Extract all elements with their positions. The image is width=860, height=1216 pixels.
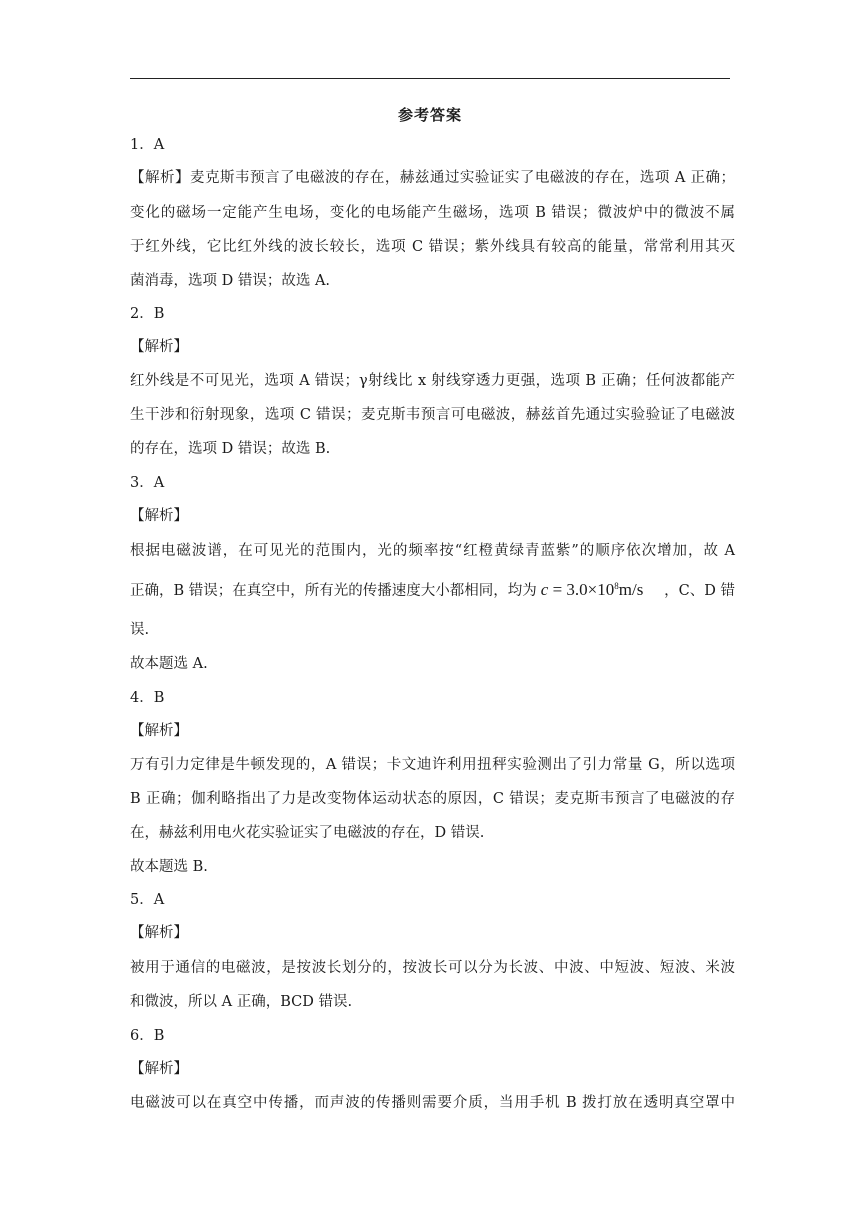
header-rule <box>130 78 730 79</box>
text-line: 【解析】 <box>130 723 188 739</box>
text-line: 2．B <box>130 306 165 322</box>
text-line: 于红外线，它比红外线的波长较长，选项 C 错误；紫外线具有较高的能量，常常利用其灭 <box>130 239 735 255</box>
text-line: 【解析】 <box>130 339 188 355</box>
text-line: 4．B <box>130 690 165 706</box>
text-line: B 正确；伽利略指出了力是改变物体运动状态的原因，C 错误；麦克斯韦预言了电磁波的存 <box>130 791 735 807</box>
text-line: 故本题选 B. <box>130 859 208 875</box>
formula-line <box>130 581 735 600</box>
text-line: 【解析】 <box>130 508 188 524</box>
text-line: 电磁波可以在真空中传播，而声波的传播则需要介质，当用手机 B 拨打放在透明真空罩中 <box>130 1095 735 1111</box>
page-title: 参考答案 <box>397 106 462 124</box>
formula-line-before: 正确，B 错误；在真空中，所有光的传播速度大小都相同，均为 <box>130 583 537 599</box>
text-line: 菌消毒，选项 D 错误；故选 A. <box>130 273 331 289</box>
text-line: 【解析】 <box>130 925 188 941</box>
text-line: 【解析】麦克斯韦预言了电磁波的存在，赫兹通过实验证实了电磁波的存在，选项 A 正确； <box>130 170 735 186</box>
text-line: 5．A <box>130 892 165 908</box>
text-line: 故本题选 A. <box>130 656 208 672</box>
text-line: 【解析】 <box>130 1061 188 1077</box>
text-line: 生干涉和衍射现象，选项 C 错误；麦克斯韦预言可电磁波，赫兹首先通过实验验证了电磁波 <box>130 407 735 423</box>
text-line: 1．A <box>130 137 165 153</box>
text-line: 变化的磁场一定能产生电场，变化的电场能产生磁场，选项 B 错误；微波炉中的微波不属 <box>130 205 735 221</box>
text-line: 被用于通信的电磁波，是按波长划分的，按波长可以分为长波、中波、中短波、短波、米波 <box>130 960 735 976</box>
speed-of-light-formula: $c = 3.0\times 10^8m/s$ <box>540 580 644 599</box>
text-line: 和微波，所以 A 正确，BCD 错误. <box>130 994 353 1010</box>
text-line: 万有引力定律是牛顿发现的，A 错误；卡文迪许利用扭秤实验测出了引力常量 G，所以选项 <box>130 757 735 773</box>
text-line: 在，赫兹利用电火花实验证实了电磁波的存在，D 错误. <box>130 825 485 841</box>
text-line: 根据电磁波谱，在可见光的范围内，光的频率按“红橙黄绿青蓝紫”的顺序依次增加，故 A <box>130 543 735 559</box>
text-line: 的存在，选项 D 错误；故选 B. <box>130 441 331 457</box>
text-line: 红外线是不可见光，选项 A 错误；γ射线比 x 射线穿透力更强，选项 B 正确；任何波都能产 <box>130 373 735 389</box>
text-line: 6．B <box>130 1028 165 1044</box>
formula-line-after: ，C、D 错 <box>664 583 735 599</box>
text-line: 3．A <box>130 475 165 491</box>
text-line: 误. <box>130 622 150 638</box>
